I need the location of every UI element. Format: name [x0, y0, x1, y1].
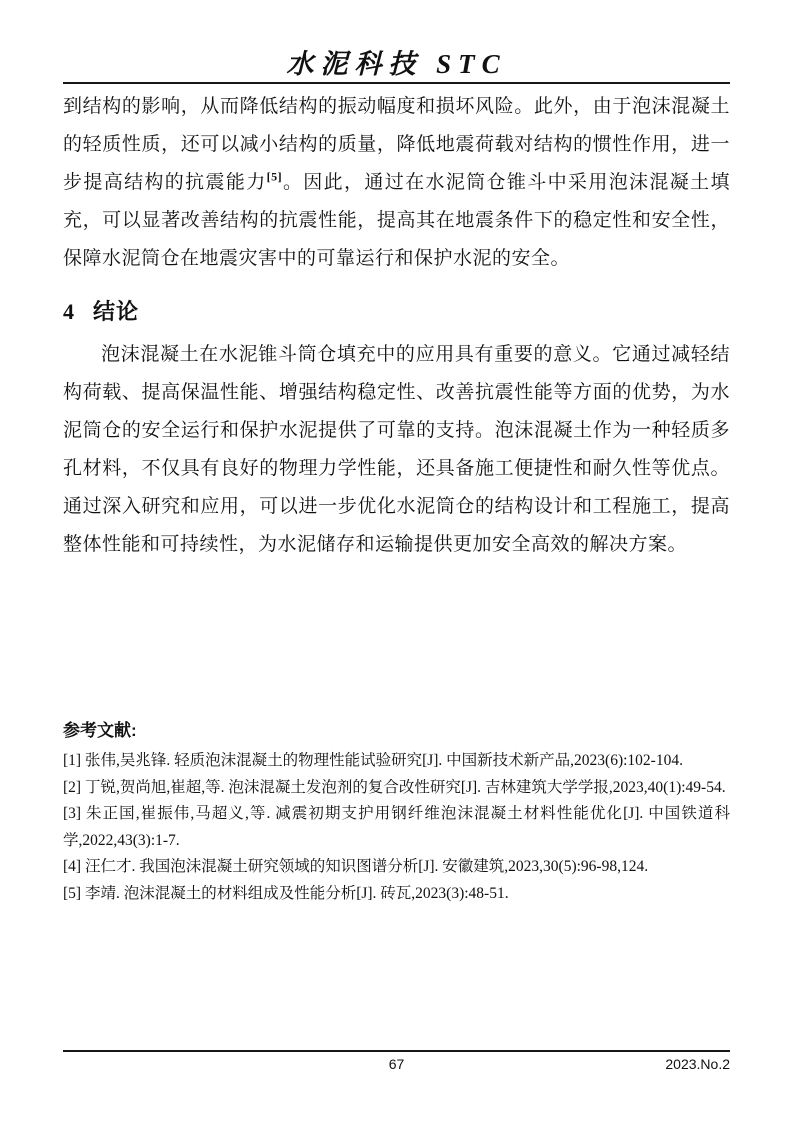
article-content — [63, 88, 730, 907]
reference-item-5: [5] 李靖. 泡沫混凝土的材料组成及性能分析[J]. 砖瓦,2023(3):48-51. — [63, 884, 509, 902]
journal-header-title: 水泥科技 STC — [286, 49, 507, 79]
reference-item-2: [2] 丁锐,贺尚旭,崔超,等. 泡沫混凝土发泡剂的复合改性研究[J]. 吉林建筑大学学报,2023,40(1):49-54. — [63, 778, 726, 796]
references-section — [63, 716, 730, 907]
body-paragraph-continuation — [63, 88, 730, 278]
section-title: 结论 — [93, 299, 140, 324]
section-number: 4 — [63, 299, 75, 324]
references-list — [63, 748, 730, 907]
reference-item-1: [1] 张伟,吴兆锋. 轻质泡沫混凝土的物理性能试验研究[J]. 中国新技术新产品,2023(6):102-104. — [63, 752, 683, 769]
header-rule — [63, 82, 730, 84]
conclusion-paragraph: 泡沫混凝土在水泥锥斗筒仓填充中的应用具有重要的意义。它通过减轻结构荷载、提高保温性能、增强结构稳定性、改善抗震性能等方面的优势，为水泥筒仓的安全运行和保护水泥提供了可靠的支持。泡沫混凝土作为一种轻质多孔材料，不仅具有良好的物理力学性能，还具备施工便捷性和耐久性等优点。通过深入研究和应用，可以进一步优化水泥筒仓的结构设计和工程施工，提高整体性能和可持续性，为水泥储存和运输提供更加安全高效的解决方案。 — [63, 344, 730, 555]
paragraph-text-after-citation: 。因此，通过在水泥筒仓锥斗中采用泡沫混凝土填充，可以显著改善结构的抗震性能，提高其在地震条件下的稳定性和安全性，保障水泥筒仓在地震灾害中的可靠运行和保护水泥的安全。 — [63, 172, 730, 269]
paragraph-text-before-citation: 到结构的影响，从而降低结构的振动幅度和损坏风险。此外，由于泡沫混凝土的轻质性质，还可以减小结构的质量，降低地震荷载对结构的惯性作用，进一步提高结构的抗震能力 — [63, 96, 730, 193]
reference-item-4: [4] 汪仁才. 我国泡沫混凝土研究领域的知识图谱分析[J]. 安徽建筑,2023,30(5):96-98,124. — [63, 858, 649, 875]
page-footer — [63, 1050, 730, 1076]
issue-number: 2023.No.2 — [665, 1056, 730, 1072]
section-heading-conclusion — [63, 295, 730, 326]
superscript-citation: [5] — [266, 169, 283, 184]
reference-item-3: [3] 朱正国,崔振伟,马超义,等. 减震初期支护用钢纤维泡沫混凝土材料性能优化[J]. 中国铁道科学,2022,43(3):1-7. — [63, 805, 730, 849]
page-number: 67 — [388, 1056, 405, 1072]
references-heading: 参考文献: — [63, 721, 137, 740]
